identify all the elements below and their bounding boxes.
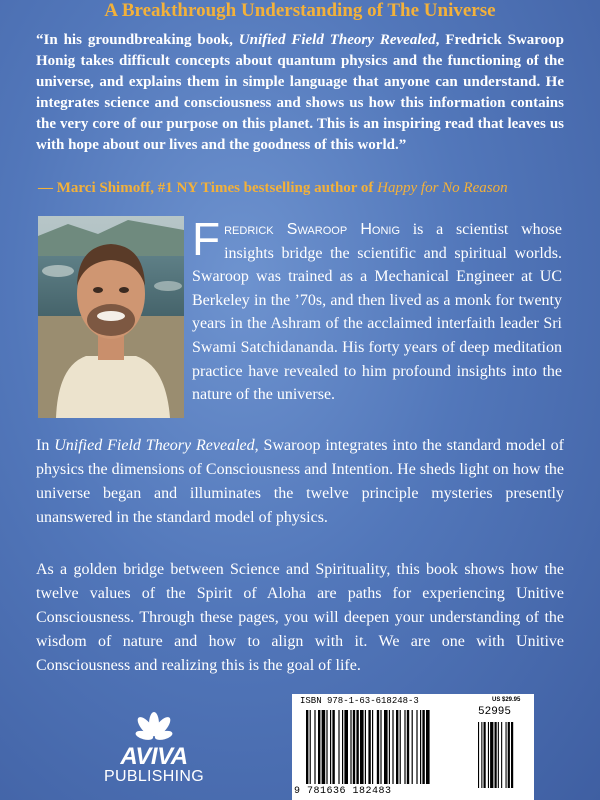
addon-bar [481,722,482,788]
addon-bar [495,722,497,788]
barcode-bar [356,710,358,784]
barcode-bar [314,710,315,784]
publisher-logo [104,710,204,800]
attribution-book: Happy for No Reason [377,180,508,196]
barcode-bar [407,710,409,784]
barcode-bar [422,710,424,784]
barcode-bar [426,710,430,784]
isbn-label: ISBN 978-1-63-618248-3 [300,696,419,706]
barcode-bar [360,710,364,784]
addon-bar [508,722,510,788]
barcode-bar [396,710,398,784]
barcode-bar [392,710,393,784]
barcode-bar [372,710,373,784]
barcode-bar [416,710,417,784]
addon-bar [490,722,493,788]
barcode-bar [412,710,413,784]
barcode-bar [322,710,326,784]
barcode-bar [318,710,320,784]
barcode-bar [344,710,348,784]
barcode-bar [404,710,405,784]
addon-digits: 52995 [478,706,512,718]
barcode-bar [353,710,355,784]
book-summary-paragraph [36,434,564,530]
barcode-bar [332,710,334,784]
bio-dropcap: F [192,213,221,265]
addon-bar [511,722,513,788]
book-aloha-paragraph: As a golden bridge between Science and Spirituality, this book shows how the twelve values of the Spirit of Aloha are paths for experiencing Unitive Consciousness. Through these pages, you will deepen your understanding of the wisdom of nature and how to align with it. We are one with Unitive Consciousness and realizing this is the goal of life. [36,561,564,674]
barcode-bars [292,694,534,800]
endorsement-attribution [38,180,578,197]
barcode-digits: 9 781636 182483 [294,786,392,797]
barcode-bar [306,710,308,784]
p1-text: , Swaroop integrates into the standard model of physics the dimensions of Consciousness and Intention. He sheds light on how the universe began and illuminates the twelve principle mysteries presently unanswered in the standard model of physics. [36,437,564,526]
barcode-bar [368,710,370,784]
barcode-bar [380,710,381,784]
barcode-bar [310,710,311,784]
price-label: US $29.95 [492,697,521,703]
addon-bar [498,722,499,788]
barcode-bar [330,710,331,784]
barcode-bar [377,710,379,784]
publisher-name: AVIVA [120,743,188,770]
addon-bar [506,722,507,788]
author-photo [38,216,184,418]
barcode-bar [338,710,339,784]
author-portrait-image [38,216,184,418]
p1-book-title: Unified Field Theory Revealed [54,437,255,454]
addon-bar [478,722,479,788]
addon-bar [484,722,486,788]
p1-lead: In [36,437,55,454]
quote-open: “In his groundbreaking book, [36,32,239,48]
barcode-bar [420,710,421,784]
barcode-bar [326,710,327,784]
isbn-barcode [292,694,534,800]
author-bio [192,213,562,407]
attribution-text: — Marci Shimoff, #1 NY Times bestselling author of [38,180,378,196]
quote-book-title: Unified Field Theory Revealed [238,32,436,48]
barcode-bar [365,710,366,784]
barcode-bar [400,710,401,784]
author-name: redrick Swaroop Honig [224,221,400,238]
bio-text: is a scientist whose insights bridge the scientific and spiritual worlds. Swaroop was trained as a Mechanical Engineer at UC Berkeley in the ’70s, and then lived as a monk for twenty years in the Ashram of the acclaimed interfaith leader Sri Swami Satchidananda. His forty years of deep meditation practice have revealed to him profound insights into the nature of the universe. [192,221,562,404]
addon-bar [501,722,502,788]
endorsement-quote [36,30,564,156]
quote-body: , Fredrick Swaroop Honig takes difficult concepts about quantum physics and the functioning of the universe, and explains them in simple language that anyone can understand. He integrates science and consciousness and shows us how this information contains the very core of our purpose on this planet. This is an inspiring read that leaves us with hope about our lives and the goodness of this world.” [36,32,565,153]
back-cover-headline: A Breakthrough Understanding of The Universe [104,0,496,21]
publisher-sub: PUBLISHING [104,768,204,785]
barcode-bar [389,710,390,784]
barcode-bar [384,710,388,784]
barcode-bar [350,710,351,784]
barcode-bar [342,710,343,784]
addon-bar [488,722,489,788]
